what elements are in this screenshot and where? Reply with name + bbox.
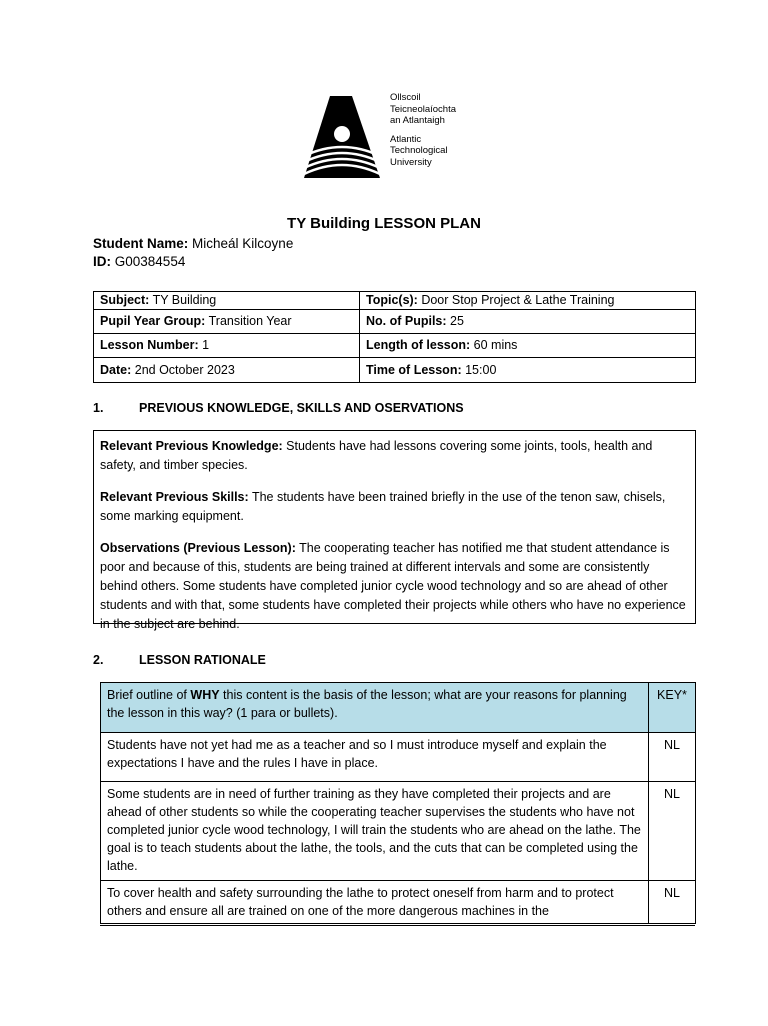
year-cell: Pupil Year Group: Transition Year [94, 310, 360, 334]
rationale-header: Brief outline of WHY this content is the basis of the lesson; what are your reasons for planning the lesson in this way? (1 para or bullets). [101, 683, 649, 733]
lesson-info-table [93, 291, 696, 383]
rationale-table [100, 682, 696, 924]
rationale-cell: Students have not yet had me as a teacher and so I must introduce myself and explain the expectations I have and the rules I have in place. [101, 733, 649, 782]
table-row [101, 881, 696, 924]
logo-line: Ollscoil [390, 92, 421, 103]
logo-line: an Atlantaigh [390, 115, 445, 126]
logo-text [390, 92, 456, 168]
subject-cell: Subject: TY Building [94, 292, 360, 310]
time-cell: Time of Lesson: 15:00 [360, 358, 696, 383]
key-cell: NL [649, 782, 696, 881]
table-row [94, 310, 696, 334]
student-id [93, 254, 185, 269]
date-cell: Date: 2nd October 2023 [94, 358, 360, 383]
observations-paragraph: Observations (Previous Lesson): The cooperating teacher has notified me that student attendance is poor and because of this, students are being trained at different intervals and some are consistently behind others. Some students have completed junior cycle wood technology and so are ahead of other students and with that, some students have completed their projects while others who have no experience in the subject are behind. [100, 541, 686, 631]
key-cell: NL [649, 733, 696, 782]
key-header: KEY* [649, 683, 696, 733]
page-cutoff [99, 926, 699, 1026]
student-name-label: Student Name: [93, 236, 189, 251]
student-id-value: G00384554 [114, 254, 186, 269]
pupils-cell: No. of Pupils: 25 [360, 310, 696, 334]
student-id-label: ID: [93, 254, 111, 269]
table-header-row [101, 683, 696, 733]
table-row [94, 358, 696, 383]
table-row [94, 334, 696, 358]
page-title: TY Building LESSON PLAN [287, 215, 481, 232]
logo-line: University [390, 156, 432, 168]
university-logo [300, 86, 470, 182]
logo-line: Technological [390, 145, 448, 156]
previous-knowledge-box [93, 430, 696, 631]
table-row [101, 733, 696, 782]
table-row [94, 292, 696, 310]
key-cell: NL [649, 881, 696, 924]
topic-cell: Topic(s): Door Stop Project & Lathe Training [360, 292, 696, 310]
logo-line: Atlantic [390, 133, 422, 145]
knowledge-paragraph: Relevant Previous Knowledge: Students have had lessons covering some joints, tools, health and safety, and timber species. [100, 439, 653, 472]
logo-line: Teicneolaíochta [390, 103, 457, 115]
atu-logo-icon [300, 86, 384, 182]
length-cell: Length of lesson: 60 mins [360, 334, 696, 358]
rationale-cell: Some students are in need of further training as they have completed their projects and are ahead of other students so while the cooperating teacher supervises the students who have not completed junior cycle wood technology, I will train the students who are ahead on the lathe. The goal is to teach students about the lathe, the tools, and the cuts that can be completed using the lathe. [101, 782, 649, 881]
lesson-number-cell: Lesson Number: 1 [94, 334, 360, 358]
skills-paragraph: Relevant Previous Skills: The students have been trained briefly in the use of the tenon saw, chisels, some marking equipment. [100, 490, 666, 523]
rationale-cell: To cover health and safety surrounding the lathe to protect oneself from harm and to protect others and ensure all are trained on one of the more dangerous machines in the [101, 881, 649, 924]
table-row [101, 782, 696, 881]
student-name-value: Micheál Kilcoyne [192, 236, 294, 251]
table-bottom-border [100, 925, 695, 926]
student-name [93, 236, 293, 251]
section-heading-2: 2. LESSON RATIONALE [93, 653, 266, 667]
section-heading-1: 1. PREVIOUS KNOWLEDGE, SKILLS AND OSERVATIONS [93, 401, 464, 415]
